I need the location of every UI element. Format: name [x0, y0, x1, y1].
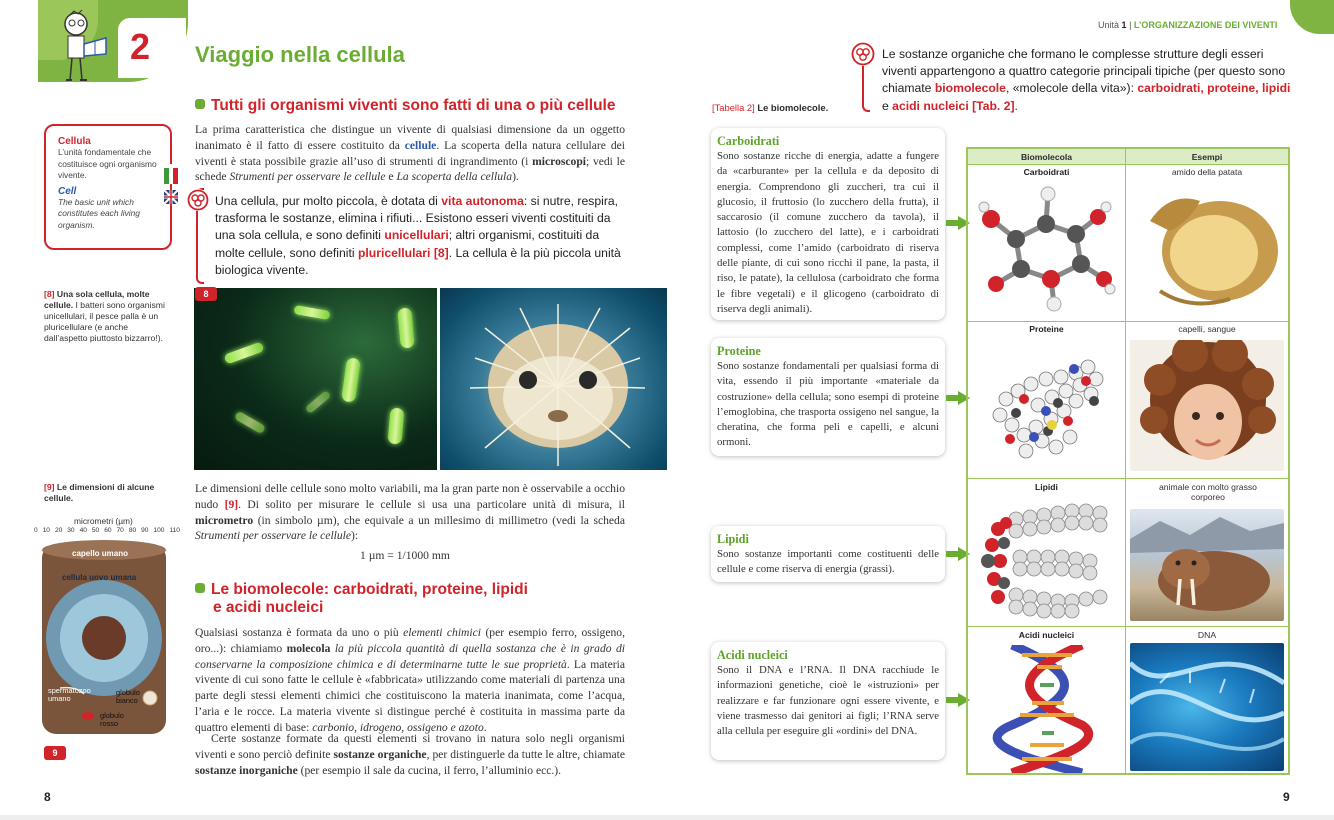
figure-8-caption: [8] Una sola cellula, molte cellule. I batteri sono organismi unicellulari, il pesce palla è un pluricellulare (e anche dall’aspetto piuttosto bizzarro!).: [44, 289, 165, 343]
card-text: Sono sostanze ricche di energia, adatte a fungere da «carburante» per la cellula e da deposito di energia. Comprendono gli zuccheri, tra cui il glucosio, il fruttosio (lo zucchero della frutta), il saccarosio (il comune zucchero da tavola), il lattosio (lo zucchero del latte), e i carboidrati complessi, come l’amido (carboidrato di riserva delle piante, di cui sono ricchi il pane, la pasta, il riso, le patate), la cellulosa (carboidrato che forma le fibre vegetali) e il glicogeno (carboidrato di riserva degli animali).: [717, 150, 939, 315]
lipid-molecule-model: [976, 501, 1116, 619]
glossary-def-it: L’unità fondamentale che costituisce ogni organismo vivente.: [58, 147, 157, 181]
page-number-right: 9: [1283, 790, 1290, 804]
page-bottom-edge: [0, 815, 1334, 820]
section-heading-2: Le biomolecole: carboidrati, proteine, lipidi e acidi nucleici: [195, 581, 635, 617]
table-label: [Tabella 2] Le biomolecole.: [712, 102, 829, 113]
glossary-term-it: Cellula: [58, 136, 91, 147]
key-concept-icon: [851, 42, 875, 66]
card-text: Sono sostanze fondamentali per qualsiasi forma di vita, essendo il più importante «materiale da costruzione» della cellula; sono esempi di proteine l’emoglobina, che trasporta ossigeno nel sangue, la cheratina, che forma peli e capelli, e alcuni ormoni.: [717, 360, 939, 449]
scale-item-red-cell: globulo rosso: [100, 711, 124, 728]
card-title: Acidi nucleici: [717, 648, 788, 662]
pufferfish-photo: [440, 288, 667, 470]
card-title: Lipidi: [717, 532, 749, 546]
table-cell-molecule: Carboidrati: [1023, 167, 1070, 177]
table-cell-example: animale con molto grasso corporeo: [1159, 482, 1257, 502]
cell-size-illustration: [40, 538, 170, 738]
glossary-box: [44, 124, 172, 250]
scale-item-egg: cellula uovo umana: [62, 573, 137, 582]
page-number-left: 8: [44, 790, 51, 804]
table-cell-molecule: Proteine: [1029, 324, 1064, 334]
card-carbohydrates: [711, 128, 945, 320]
language-flags-icon: [162, 164, 180, 210]
chapter-title: Viaggio nella cellula: [195, 42, 405, 67]
key-concept-icon: [187, 189, 209, 211]
protein-molecule-model: [976, 339, 1116, 471]
chapter-number-box: [118, 18, 186, 78]
figure-8-badge: 8: [195, 287, 217, 301]
heading-bullet-icon: [195, 99, 205, 109]
card-lipids: [711, 526, 945, 582]
curly-haired-child-photo: [1130, 340, 1284, 471]
paragraph-1: La prima caratteristica che distingue un vivente di qualsiasi dimensione da un oggetto inanimato è il fatto di essere costituito da cellule. La scoperta della natura cellulare dei viventi è stata possibile grazie all’uso di strumenti di ingrandimento (i microscopi; vedi le schede Strumenti per osservare le cellule e La scoperta della cellula).: [195, 123, 625, 184]
biomolecules-table: [966, 147, 1290, 775]
card-title: Carboidrati: [717, 134, 780, 148]
table-cell-example: capelli, sangue: [1178, 324, 1236, 334]
scale-item-sperm: spermatozoo umano: [48, 686, 91, 703]
table-divider: [968, 626, 1288, 627]
table-header-molecule: Biomolecola: [968, 149, 1125, 165]
paragraph-5: Certe sostanze formate da questi elementi si trovano in natura solo negli organismi viventi e sono perciò definite sostanze organiche, per distinguerle da tutte le altre, chiamate sostanze inorganiche (per esempio il sale da cucina, il ferro, l’alluminio ecc.).: [195, 732, 626, 777]
chapter-number: 2: [130, 26, 151, 67]
card-nucleic-acids: [711, 642, 945, 760]
dna-molecule-model: [992, 645, 1102, 773]
potato-photo: [1130, 181, 1284, 316]
figure-9-badge: 9: [44, 746, 66, 760]
table-cell-molecule: Lipidi: [1035, 482, 1058, 492]
dna-render-photo: [1130, 643, 1284, 771]
card-text: Sono sostanze importanti come costituenti delle cellule e come riserva di energia (grassi).: [717, 548, 939, 576]
glucose-molecule-model: [976, 179, 1116, 314]
table-cell-molecule: Acidi nucleici: [1018, 630, 1075, 640]
figure-9-caption: [9] Le dimensioni di alcune cellule.: [44, 482, 155, 503]
scale-item-white-cell: globulo bianco: [116, 688, 140, 705]
table-divider: [968, 321, 1288, 322]
scale-item-hair: capello umano: [72, 549, 129, 558]
card-proteins: [711, 338, 945, 456]
mascot-reading-icon: [54, 8, 114, 86]
table-header-examples: Esempi: [1126, 149, 1288, 165]
table-cell-example: DNA: [1197, 630, 1217, 640]
table-cell-example: amido della patata: [1171, 167, 1243, 177]
table-divider: [1125, 149, 1126, 773]
glossary-def-en: The basic unit which constitutes each living organism.: [58, 196, 140, 230]
paragraph-3: Le dimensioni delle cellule sono molto variabili, ma la gran parte non è osservabile a occhio nudo [9]. Di solito per misurare le cellule si usa una particolare unità di misura, il micrometro (in simbolo µm), che equivale a un millesimo di millimetro (vedi la scheda Strumenti per osservare le cellule):: [195, 482, 625, 543]
walrus-photo: [1130, 509, 1284, 621]
key-concept-bracket: [862, 58, 870, 112]
running-header: Unità 1 | L’ORGANIZZAZIONE DEI VIVENTI: [1098, 20, 1278, 30]
paragraph-4: Qualsiasi sostanza è formata da uno o più elementi chimici (per esempio ferro, ossigeno, oro...): chiamiamo molecola la più piccola quantità di quella sostanza che è in grado di conservarne la composizione chimica e di determinarne tutte le sue proprietà. La materia vivente di cui sono fatte le cellule è «fabbricata» utilizzando come materiali di partenza una parte degli stessi elementi chimici che costituiscono la materia inanimata, come l’acqua, l’aria e le rocce. La materia vivente si distingue perché è costituita in massima parte da quattro elementi di base: carbonio, idrogeno, ossigeno e azoto.: [195, 626, 625, 734]
intro-paragraph: Le sostanze organiche che formano le complesse strutture degli esseri viventi appartengono a quattro categorie principali tipiche (per questo sono chiamate biomolecole, «molecole della vita»): carboidrati, proteine, lipidi e acidi nucleici [Tab. 2].: [882, 47, 1291, 113]
micrometer-formula: 1 µm = 1/1000 mm: [360, 549, 450, 562]
page-corner-decoration: [1290, 0, 1334, 34]
table-divider: [968, 478, 1288, 479]
glossary-term-en: Cell: [58, 185, 77, 197]
paragraph-2-key-concept: Una cellula, pur molto piccola, è dotata di vita autonoma: si nutre, respira, trasforma le sostanze, elimina i rifiuti... Esistono esseri viventi costituiti da una sola cellula, e sono definiti unicellulari; altri organismi, costituiti da molte cellule, sono definiti pluricellulari [8]. La cellula è la più piccola unità biologica vivente.: [215, 194, 621, 277]
scale-ticks: 0 10 20 30 40 50 60 70 80 90 100 110: [34, 527, 180, 534]
scale-label: micrometri (µm): [74, 516, 133, 526]
card-title: Proteine: [717, 344, 761, 358]
section-heading-1: Tutti gli organismi viventi sono fatti di una o più cellule: [195, 97, 655, 115]
bacteria-photo: [194, 288, 437, 470]
card-text: Sono il DNA e l’RNA. Il DNA racchiude le informazioni genetiche, cioè le «istruzioni» per realizzare e far funzionare ogni essere vivente, e viene trasmesso dai genitori ai figli; l’RNA serve alla cellula per eseguire gli «ordini» del DNA.: [717, 664, 939, 738]
heading-bullet-icon: [195, 583, 205, 593]
